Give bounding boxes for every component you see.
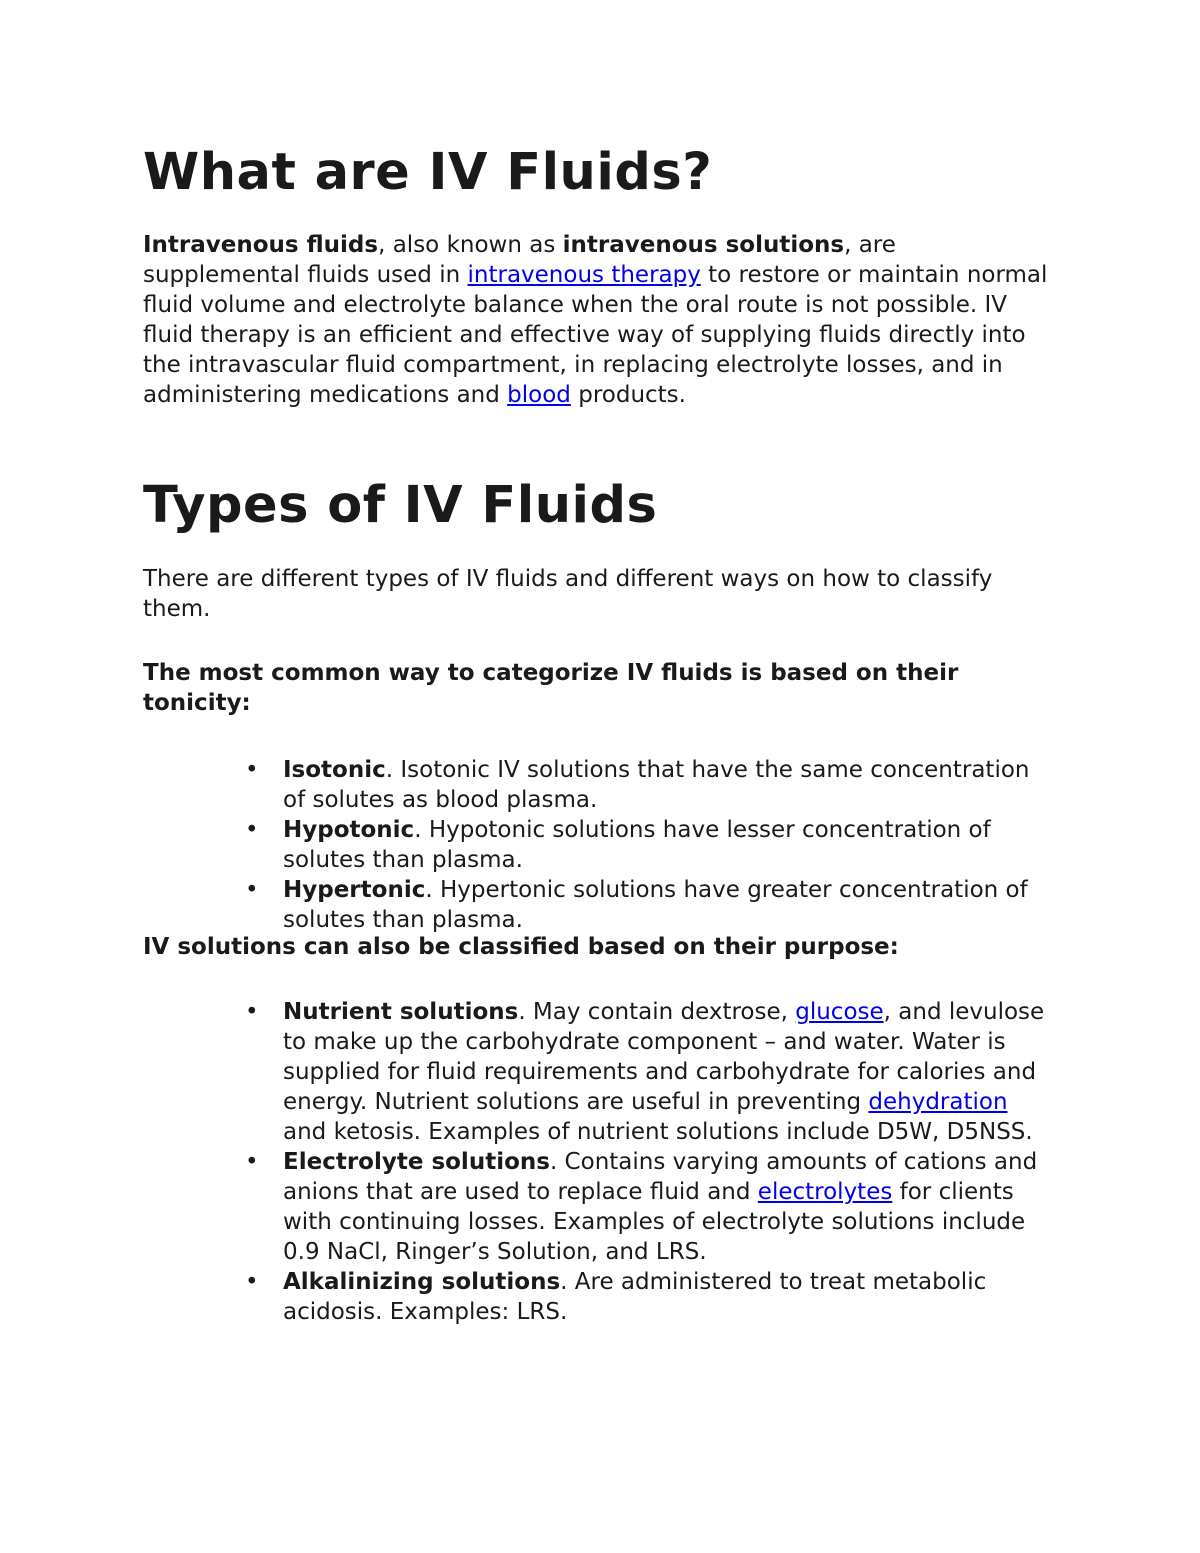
nutrient-text-1: . May contain dextrose, [518, 999, 796, 1025]
tonicity-list [143, 755, 1030, 935]
list-item-hypertonic [143, 875, 1058, 935]
term-hypotonic: Hypotonic [283, 817, 415, 843]
term-isotonic: Isotonic [283, 757, 386, 783]
bullet: • [245, 757, 259, 783]
tonicity-heading: The most common way to categorize IV fluids is based on their tonicity: [143, 660, 959, 716]
link-intravenous-therapy[interactable]: intravenous therapy [467, 262, 701, 288]
link-electrolytes[interactable]: electrolytes [757, 1179, 893, 1205]
nutrient-text-2: , and levulose to make up the carbohydrate component – and water. Water is supplied for fluid requirements and carbohydrate for calories and energy. Nutrient solutions are useful in preventing [283, 999, 1045, 1115]
list-item-alkalinizing-solutions [143, 1267, 1058, 1327]
link-dehydration[interactable]: dehydration [868, 1089, 1008, 1115]
nutrient-text-3: and ketosis. Examples of nutrient solutions include D5W, D5NSS. [283, 1119, 1033, 1145]
bullet: • [245, 817, 259, 843]
list-item-nutrient-solutions [143, 997, 1058, 1147]
heading-types-of-iv-fluids: Types of IV Fluids [143, 476, 658, 535]
alkalinizing-text-1: . Are administered to treat metabolic acidosis. Examples: LRS. [283, 1269, 987, 1325]
types-intro-paragraph: There are different types of IV fluids and different ways on how to classify them. [143, 566, 993, 622]
purpose-list [143, 997, 1045, 1327]
purpose-heading: IV solutions can also be classified based on their purpose: [143, 934, 899, 960]
intro-text-3: to restore or maintain normal fluid volume and electrolyte balance when the oral route is not possible. IV fluid therapy is an efficient and effective way of supplying fluids directly into the intravascular fluid compartment, in replacing electrolyte losses, and in administering medications and [143, 262, 1048, 408]
intro-paragraph [143, 230, 1058, 410]
list-item-isotonic [143, 755, 1058, 815]
link-blood[interactable]: blood [507, 382, 571, 408]
term-hypertonic: Hypertonic [283, 877, 426, 903]
link-glucose[interactable]: glucose [795, 999, 884, 1025]
isotonic-text: . Isotonic IV solutions that have the same concentration of solutes as blood plasma. [283, 757, 1030, 813]
term-electrolyte-solutions: Electrolyte solutions [283, 1149, 550, 1175]
term-nutrient-solutions: Nutrient solutions [283, 999, 519, 1025]
intro-text-2: , are supplemental fluids used in [143, 232, 896, 288]
term-alkalinizing-solutions: Alkalinizing solutions [283, 1269, 561, 1295]
bullet: • [245, 1149, 259, 1175]
electrolyte-text-1: . Contains varying amounts of cations and anions that are used to replace fluid and [283, 1149, 1038, 1205]
term-intravenous-solutions: intravenous solutions [562, 232, 845, 258]
term-intravenous-fluids: Intravenous fluids [143, 232, 379, 258]
list-item-electrolyte-solutions [143, 1147, 1058, 1267]
bullet: • [245, 1269, 259, 1295]
heading-what-are-iv-fluids: What are IV Fluids? [143, 143, 713, 202]
bullet: • [245, 999, 259, 1025]
electrolyte-text-2: for clients with continuing losses. Examples of electrolyte solutions include 0.9 NaCl, Ringer’s Solution, and LRS. [283, 1179, 1026, 1265]
intro-text-1: , also known as [378, 232, 563, 258]
list-item-hypotonic [143, 815, 1058, 875]
intro-text-4: products. [570, 382, 686, 408]
bullet: • [245, 877, 259, 903]
hypertonic-text: . Hypertonic solutions have greater concentration of solutes than plasma. [283, 877, 1028, 933]
hypotonic-text: . Hypotonic solutions have lesser concentration of solutes than plasma. [283, 817, 991, 873]
